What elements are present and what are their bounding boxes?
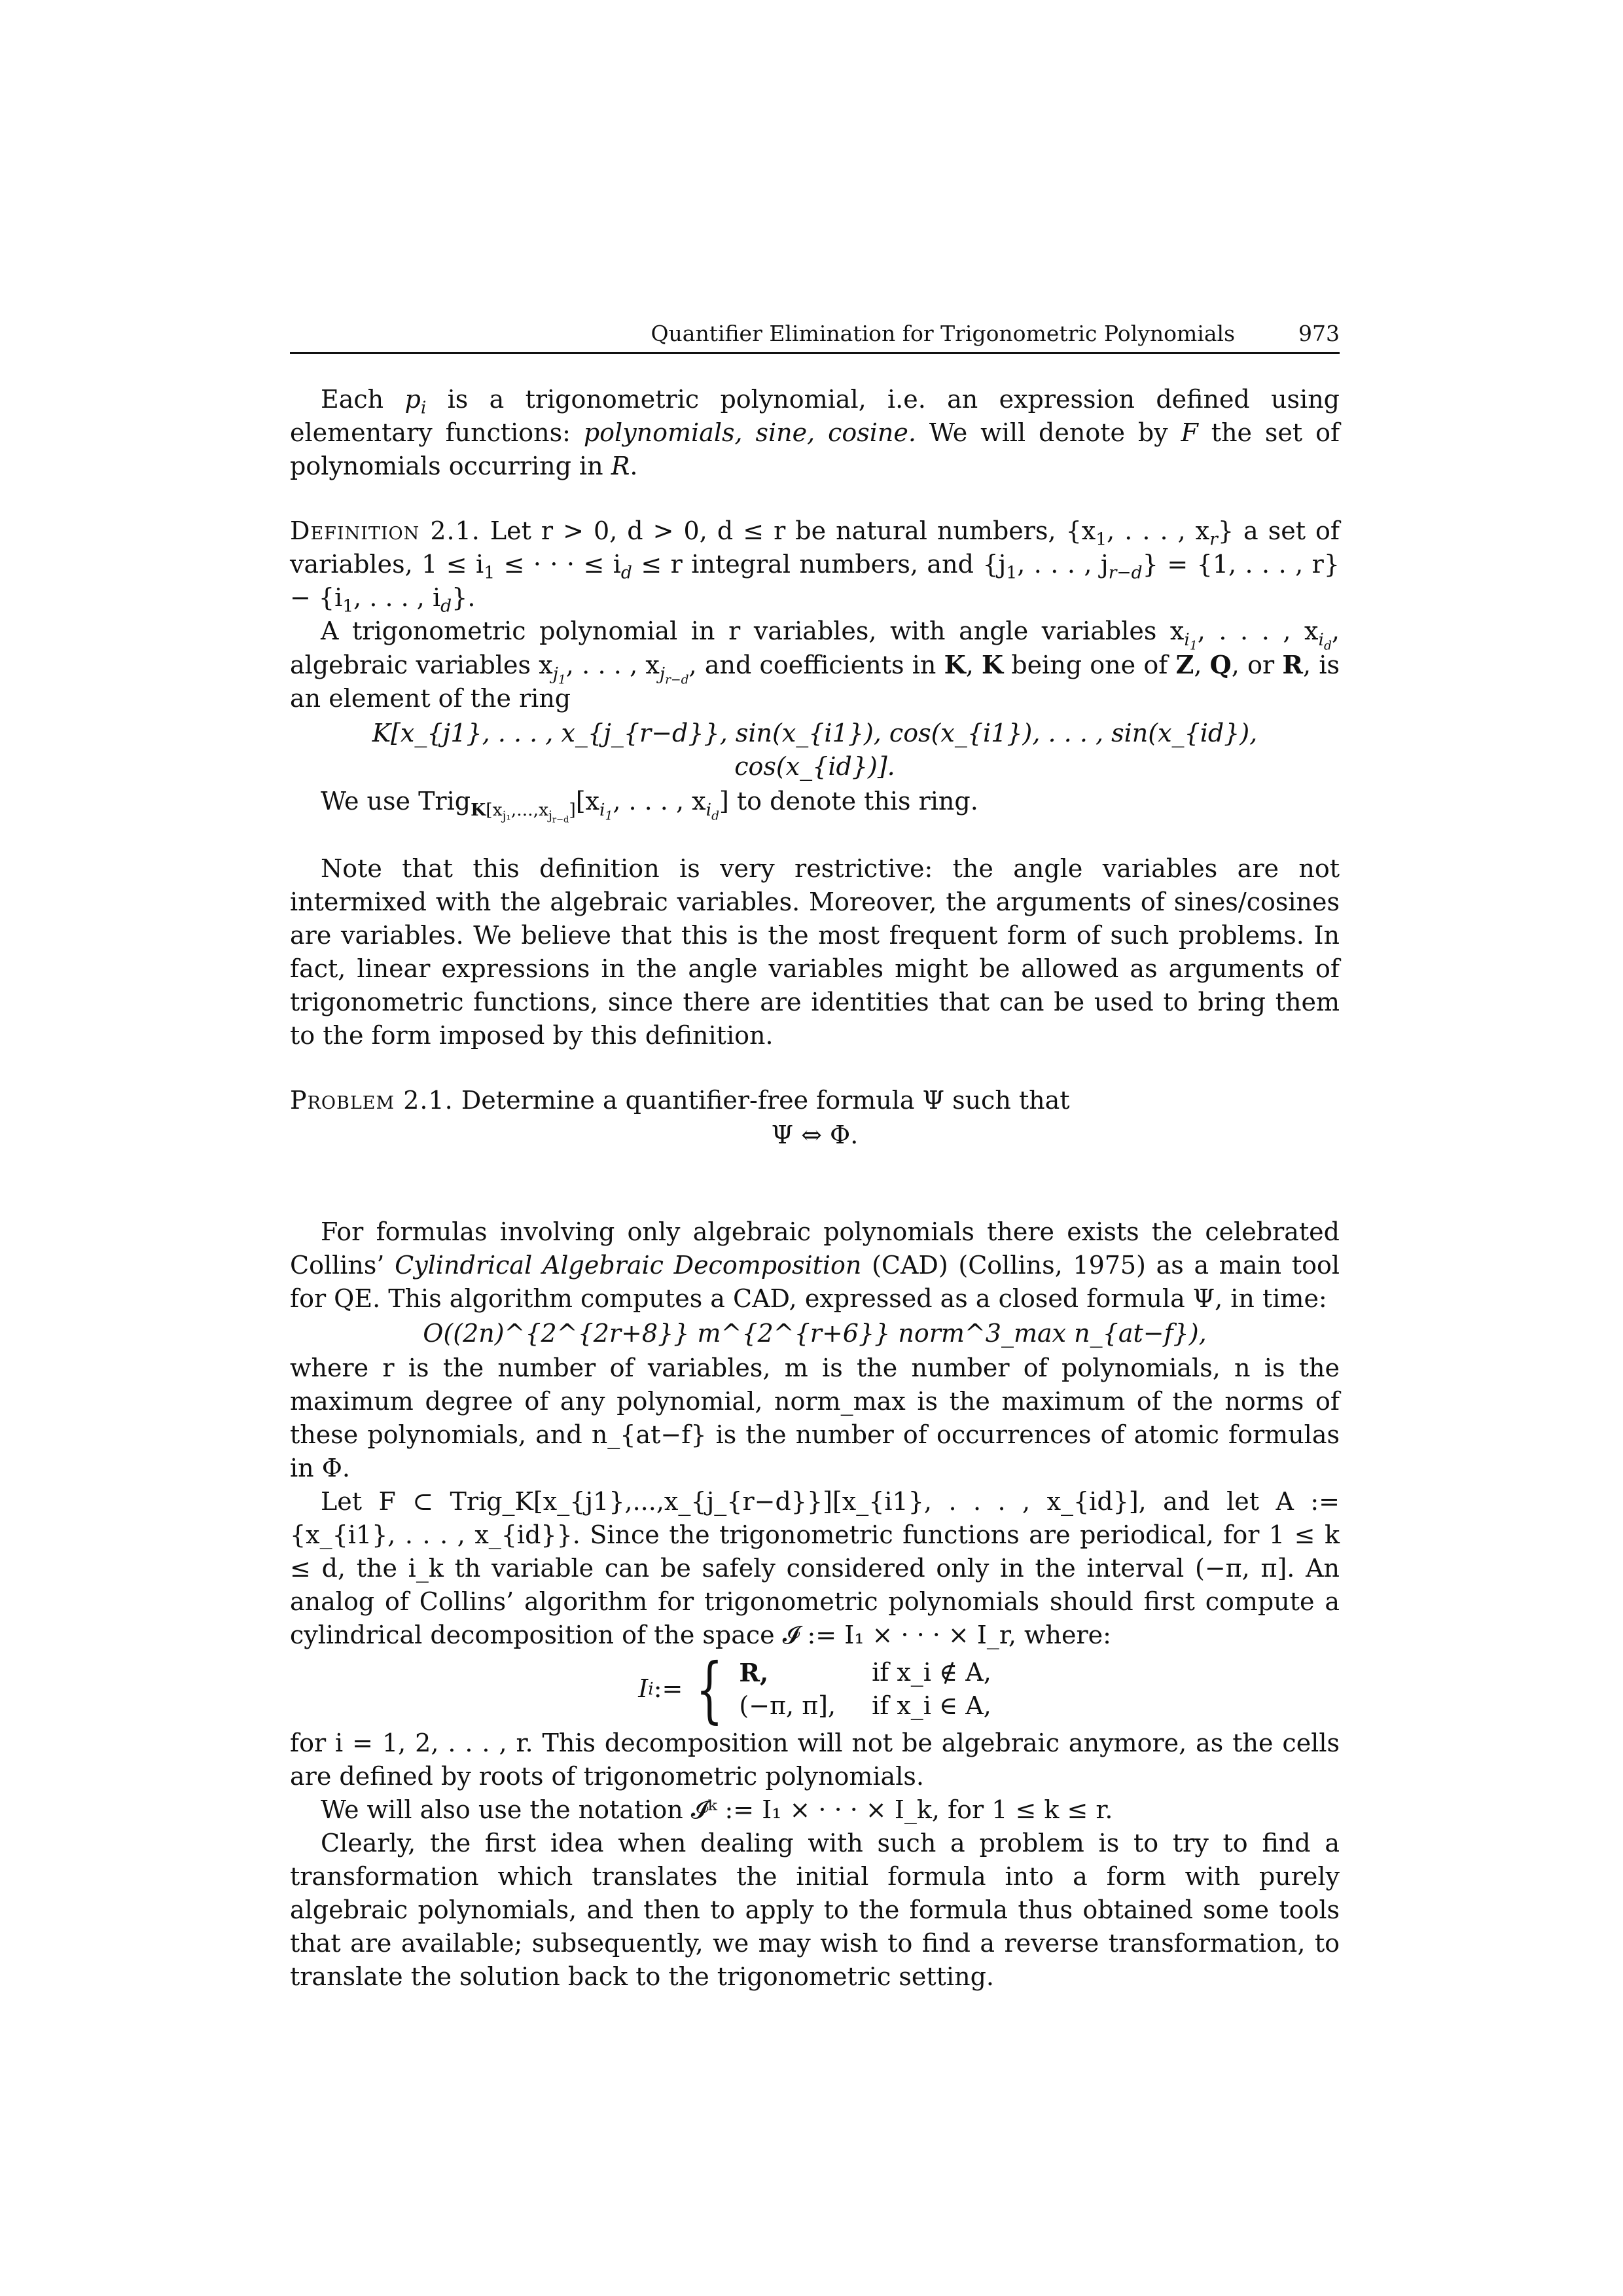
time-complexity-formula: O((2n)^{2^{2r+8}} m^{2^{r+6}} norm^3_max n_{at−f}), — [423, 1318, 1207, 1348]
paragraph-trig-polynomial: A trigonometric polynomial in r variables, with angle variables $x_{i_1}$, . . . , $x_{i_d}$, algebraic variables $x_{j_1}$, . . . , $x_{j_{r-d}}$, and coefficients in K, K being one of Z, Q, or R, is an element of the ring — [290, 617, 1340, 713]
paragraph-intro: Each $p_i$ is a trigonometric polynomial, i.e. an expression defined using elementary functions: polynomials, sine, cosine. We will denote by F the set of polynomials occurring in R. — [290, 385, 1340, 480]
interval-cases-formula: I i := { R, if x_i ∉ A, (−π, π], if x_i ∈ A, — [638, 1647, 991, 1731]
paragraph-for: for i = 1, 2, . . . , r. This decomposition will not be algebraic anymore, as the cells are defined by roots of trigonometric polynomials. — [290, 1728, 1340, 1791]
paragraph-cad: For formulas involving only algebraic polynomials there exists the celebrated Collins’ Cylindrical Algebraic Decomposition (CAD) (Collins, 1975) as a main tool for QE. This algorithm computes a CAD, expressed as a closed formula Ψ, in time: — [290, 1217, 1340, 1313]
body-text — [290, 383, 1340, 1994]
definition-2-1: Definition 2.1. Let r > 0, d > 0, d ≤ r be natural numbers, {$x_1$, . . . , $x_r$} a set of variables, $1 \le i_1$ ≤ · · · ≤ $i_d \le r$ integral numbers, and {$j_1$, . . . , $j_{r-d}\} = \{1$, . . . , $r\} - \{i_1$, . . . , $i_d$}. — [290, 516, 1340, 617]
paragraph-trig-notation: We use $Trig_{K[x_{j_1},...,x_{j_{r-d}}]}[x_{i_1}$, . . . , $x_{i_d}$] to denote this ring. — [321, 787, 978, 825]
definition-label: Definition 2.1. — [290, 516, 480, 545]
case1-condition: if x_i ∉ A, — [872, 1657, 991, 1687]
running-header — [290, 319, 1340, 354]
problem-2-1: Problem 2.1. Determine a quantifier-free formula Ψ such that — [290, 1085, 1070, 1115]
paragraph-note: Note that this definition is very restrictive: the angle variables are not intermixed with the algebraic variables. Moreover, the arguments of sines/cosines are variables. We believe that this is the most frequent form of such problems. In fact, linear expressions in the angle variables might be allowed as arguments of trigonometric functions, since there are identities that can be used to bring them to the form imposed by this definition. — [290, 853, 1340, 1050]
case1-value: R, — [739, 1657, 769, 1687]
page-number: 973 — [1298, 321, 1340, 346]
emphasis-functions: polynomials, sine, cosine. — [583, 418, 916, 447]
case2-condition: if x_i ∈ A, — [872, 1691, 991, 1720]
paragraph-notation: We will also use the notation 𝓘ᵏ := I₁ × · · · × I_k, for 1 ≤ k ≤ r. — [321, 1795, 1113, 1824]
ring-formula: K[x_{j1}, . . . , x_{j_{r−d}}, sin(x_{i1}), cos(x_{i1}), . . . , sin(x_{id}), cos(x_{id})]. — [372, 719, 1258, 781]
paragraph-clearly: Clearly, the first idea when dealing with such a problem is to try to find a transformation which translates the initial formula into a form with purely algebraic polynomials, and then to apply to the formula thus obtained some tools that are available; subsequently, we may wish to find a reverse transformation, to translate the solution back to the trigonometric setting. — [290, 1828, 1340, 1991]
problem-formula: Ψ ⇔ Φ. — [771, 1120, 859, 1149]
problem-label: Problem 2.1. — [290, 1085, 454, 1115]
case2-value: (−π, π], — [739, 1691, 836, 1720]
running-title: Quantifier Elimination for Trigonometric Polynomials — [651, 321, 1235, 346]
paragraph-let: Let F ⊂ Trig_K[x_{j1},...,x_{j_{r−d}}][x_{i1}, . . . , x_{id}], and let A := {x_{i1}, . . . , x_{id}}. Since the trigonometric functions are periodical, for 1 ≤ k ≤ d, the i_k th variable can be safely considered only in the interval (−π, π]. An analog of Collins’ algorithm for trigonometric polynomials should first compute a cylindrical decomposition of the space 𝓘 := I₁ × · · · × I_r, where: — [290, 1486, 1340, 1649]
emphasis-cad: Cylindrical Algebraic Decomposition — [395, 1250, 862, 1280]
paragraph-where: where r is the number of variables, m is the number of polynomials, n is the maximum degree of any polynomial, norm_max is the maximum of the norms of these polynomials, and n_{at−f} is the number of occurrences of atomic formulas in Φ. — [290, 1353, 1340, 1482]
left-brace: { — [696, 1647, 724, 1731]
